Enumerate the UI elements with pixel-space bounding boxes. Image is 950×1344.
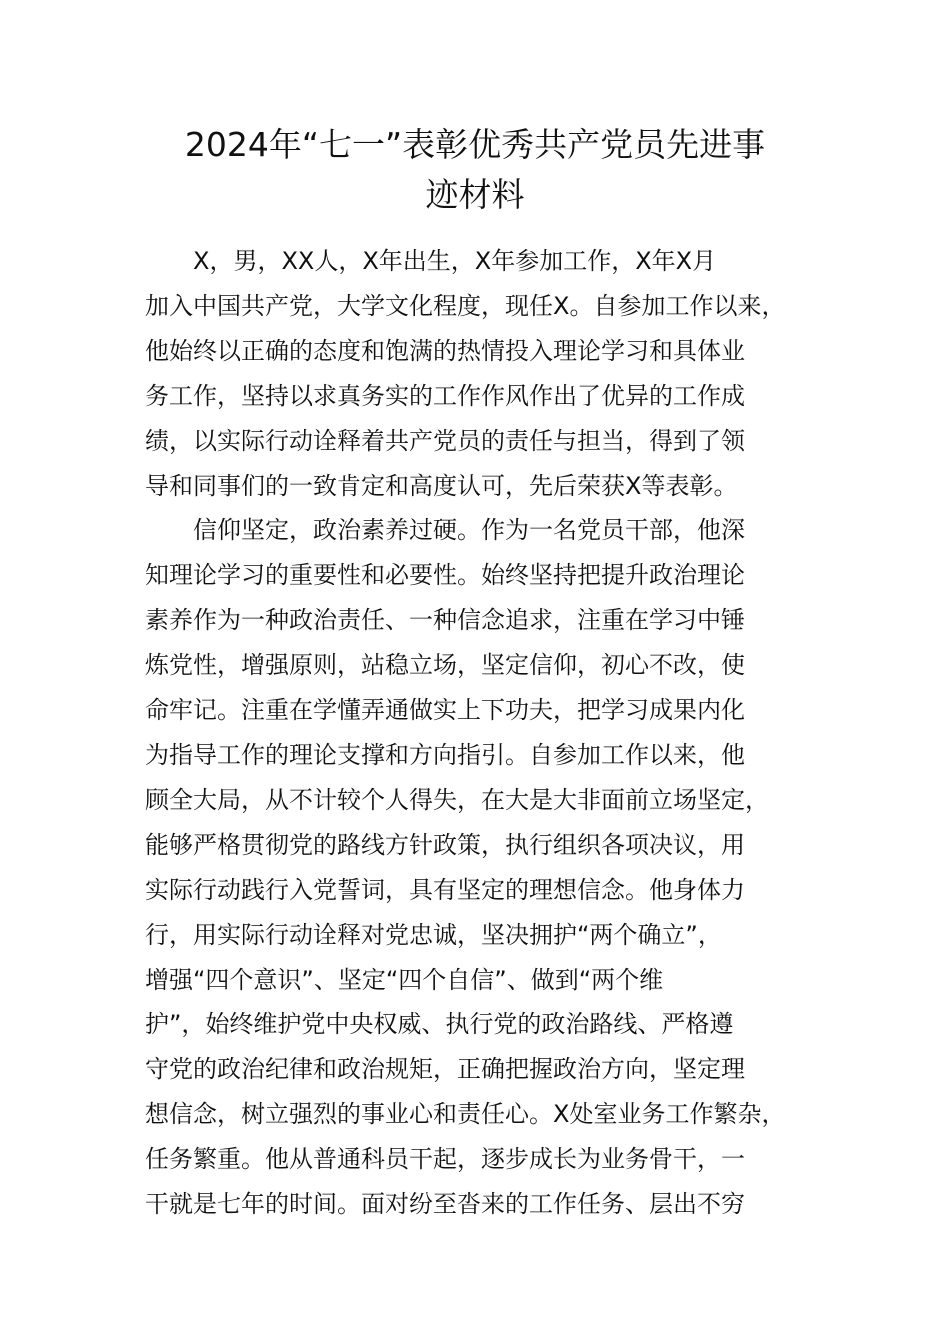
paragraph-line: 务工作，坚持以求真务实的工作作风作出了优异的工作成 [145, 381, 745, 410]
paragraph-line: 能够严格贯彻党的路线方针政策，执行组织各项决议，用 [145, 830, 745, 859]
paragraph-line: 信仰坚定，政治素养过硬。作为一名党员干部，他深 [193, 516, 745, 545]
document-title [120, 120, 830, 220]
paragraph-line: 他始终以正确的态度和饱满的热情投入理论学习和具体业 [145, 336, 745, 365]
title-line-2: 迹材料 [425, 175, 525, 214]
paragraph-line: 干就是七年的时间。面对纷至沓来的工作任务、层出不穷 [145, 1190, 745, 1219]
paragraph-line: 增强“四个意识”、坚定“四个自信”、做到“两个维 [145, 965, 664, 994]
paragraph-line: 加入中国共产党，大学文化程度，现任X。自参加工作以来， [145, 291, 786, 320]
paragraph-line: 顾全大局，从不计较个人得失，在大是大非面前立场坚定， [145, 785, 769, 814]
paragraph-line: 命牢记。注重在学懂弄通做实上下功夫，把学习成果内化 [145, 696, 745, 725]
paragraph-line: 知理论学习的重要性和必要性。始终坚持把提升政治理论 [145, 561, 745, 590]
paragraph-line: 护”，始终维护党中央权威、执行党的政治路线、严格遵 [145, 1010, 734, 1039]
paragraph-line: 想信念，树立强烈的事业心和责任心。X处室业务工作繁杂， [145, 1100, 786, 1129]
paragraph-line: 为指导工作的理论支撑和方向指引。自参加工作以来，他 [145, 740, 745, 769]
title-line-1: 2024年“七一”表彰优秀共产党员先进事 [184, 125, 766, 164]
paragraph-line: 炼党性，增强原则，站稳立场，坚定信仰，初心不改，使 [145, 651, 745, 680]
paragraph-line: 任务繁重。他从普通科员干起，逐步成长为业务骨干，一 [145, 1145, 745, 1174]
paragraph-line: 绩，以实际行动诠释着共产党员的责任与担当，得到了领 [145, 426, 745, 455]
document-body [145, 239, 845, 1227]
paragraph-line: 守党的政治纪律和政治规矩，正确把握政治方向，坚定理 [145, 1055, 745, 1084]
paragraph-line: 行，用实际行动诠释对党忠诚，坚决拥护“两个确立”， [145, 920, 722, 949]
paragraph-line: X，男，XX人，X年出生，X年参加工作，X年X月 [193, 247, 717, 275]
paragraph-line: 实际行动践行入党誓词，具有坚定的理想信念。他身体力 [145, 875, 745, 904]
paragraph-line: 导和同事们的一致肯定和高度认可，先后荣获X等表彰。 [145, 471, 738, 500]
paragraph-line: 素养作为一种政治责任、一种信念追求，注重在学习中锤 [145, 606, 745, 635]
